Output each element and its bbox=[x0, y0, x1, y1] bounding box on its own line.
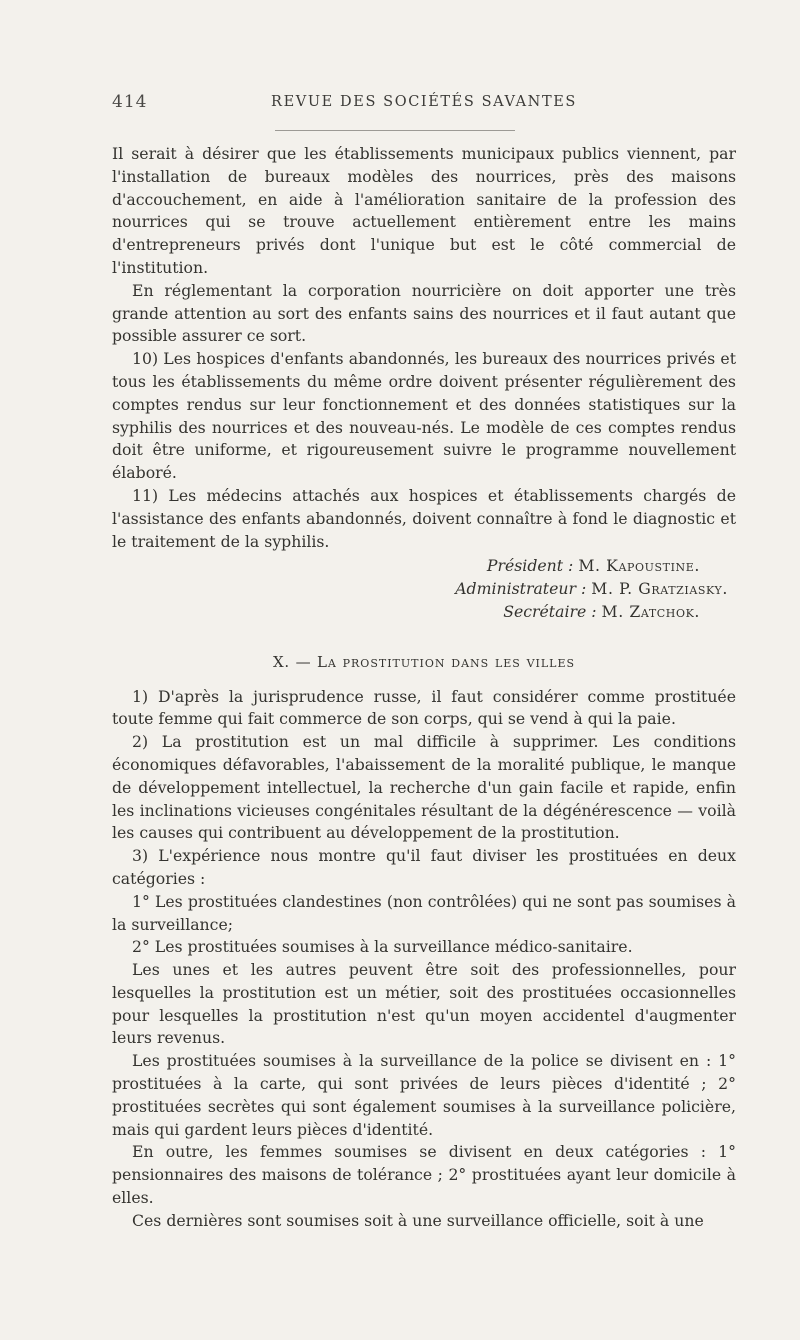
page-number: 414 bbox=[112, 92, 148, 112]
signature-name: M. Zatchok. bbox=[601, 601, 700, 621]
paragraph: 1° Les prostituées clandestines (non contrôlées) qui ne sont pas soumises à la surveillance; bbox=[112, 891, 736, 934]
header-rule bbox=[275, 130, 515, 131]
running-title: REVUE DES SOCIÉTÉS SAVANTES bbox=[271, 94, 577, 110]
paragraph: Les prostituées soumises à la surveillance de la police se divisent en : 1° prostituées à la carte, qui sont privées de leurs pièces d'identité ; 2° prostituées secrètes qui sont également soumises à la surveillance policière, mais qui gardent leurs pièces d'identité. bbox=[112, 1051, 736, 1139]
paragraph: 3) L'expérience nous montre qu'il faut diviser les prostituées en deux catégories : bbox=[112, 846, 736, 888]
signature-block bbox=[112, 555, 736, 623]
signature-line bbox=[112, 578, 736, 601]
paragraph: 2) La prostitution est un mal difficile à supprimer. Les conditions économiques défavorables, l'abaissement de la moralité publique, le manque de développement intellectuel, la recherche d'un gain facile et rapide, enfin les inclinations vicieuses congénitales résultant de la dégénérescence — voilà les causes qui contribuent au développement de la prostitution. bbox=[112, 732, 736, 843]
signature-role: Secrétaire : bbox=[503, 601, 597, 621]
signature-line bbox=[112, 555, 736, 578]
paragraph: 10) Les hospices d'enfants abandonnés, les bureaux des nourrices privés et tous les établissements du même ordre doivent présenter régulièrement des comptes rendus sur leur fonctionnement et des données statistiques sur la syphilis des nourrices et des nouveau-nés. Le modèle de ces comptes rendus doit être uniforme, et rigoureusement suivre le programme nouvellement élaboré. bbox=[112, 349, 736, 483]
signature-line bbox=[112, 601, 736, 624]
paragraph: Ces dernières sont soumises soit à une surveillance officielle, soit à une bbox=[132, 1210, 704, 1230]
section-title: La prostitution dans les villes bbox=[316, 652, 576, 671]
paragraph: 11) Les médecins attachés aux hospices et établissements chargés de l'assistance des enfants abandonnés, doivent connaître à fond le diagnostic et le traitement de la syphilis. bbox=[112, 485, 736, 551]
page-header bbox=[112, 92, 736, 116]
section-number: X. — bbox=[272, 652, 312, 671]
signature-name: M. P. Gratziasky. bbox=[591, 579, 728, 599]
section-heading bbox=[112, 651, 736, 674]
paragraph: 1) D'après la jurisprudence russe, il faut considérer comme prostituée toute femme qui fait commerce de son corps, qui se vend à qui la paie. bbox=[112, 686, 736, 729]
signature-role: Administrateur : bbox=[455, 579, 587, 599]
signature-role: Président : bbox=[486, 556, 574, 576]
paragraph: Les unes et les autres peuvent être soit des professionnelles, pour lesquelles la prostitution est un métier, soit des prostituées occasionnelles pour lesquelles la prostitution n'est qu'un moyen accidentel d'augmenter leurs revenus. bbox=[112, 960, 736, 1048]
paragraph: Il serait à désirer que les établissements municipaux publics viennent, par l'installation de bureaux modèles des nourrices, près des maisons d'accouchement, en aide à l'amélioration sanitaire de la profession des nourrices qui se trouve actuellement entièrement entre les mains d'entrepreneurs privés dont l'unique but est le côté commercial de l'institution. bbox=[112, 144, 736, 277]
signature-name: M. Kapoustine. bbox=[578, 556, 700, 576]
paragraph: 2° Les prostituées soumises à la surveillance médico-sanitaire. bbox=[132, 937, 633, 957]
body-text bbox=[112, 143, 736, 1233]
paragraph: En réglementant la corporation nourricière on doit apporter une très grande attention au sort des enfants sains des nourrices et il faut autant que possible assurer ce sort. bbox=[112, 280, 736, 346]
paragraph: En outre, les femmes soumises se divisent en deux catégories : 1° pensionnaires des maisons de tolérance ; 2° prostituées ayant leur domicile à elles. bbox=[112, 1142, 736, 1208]
